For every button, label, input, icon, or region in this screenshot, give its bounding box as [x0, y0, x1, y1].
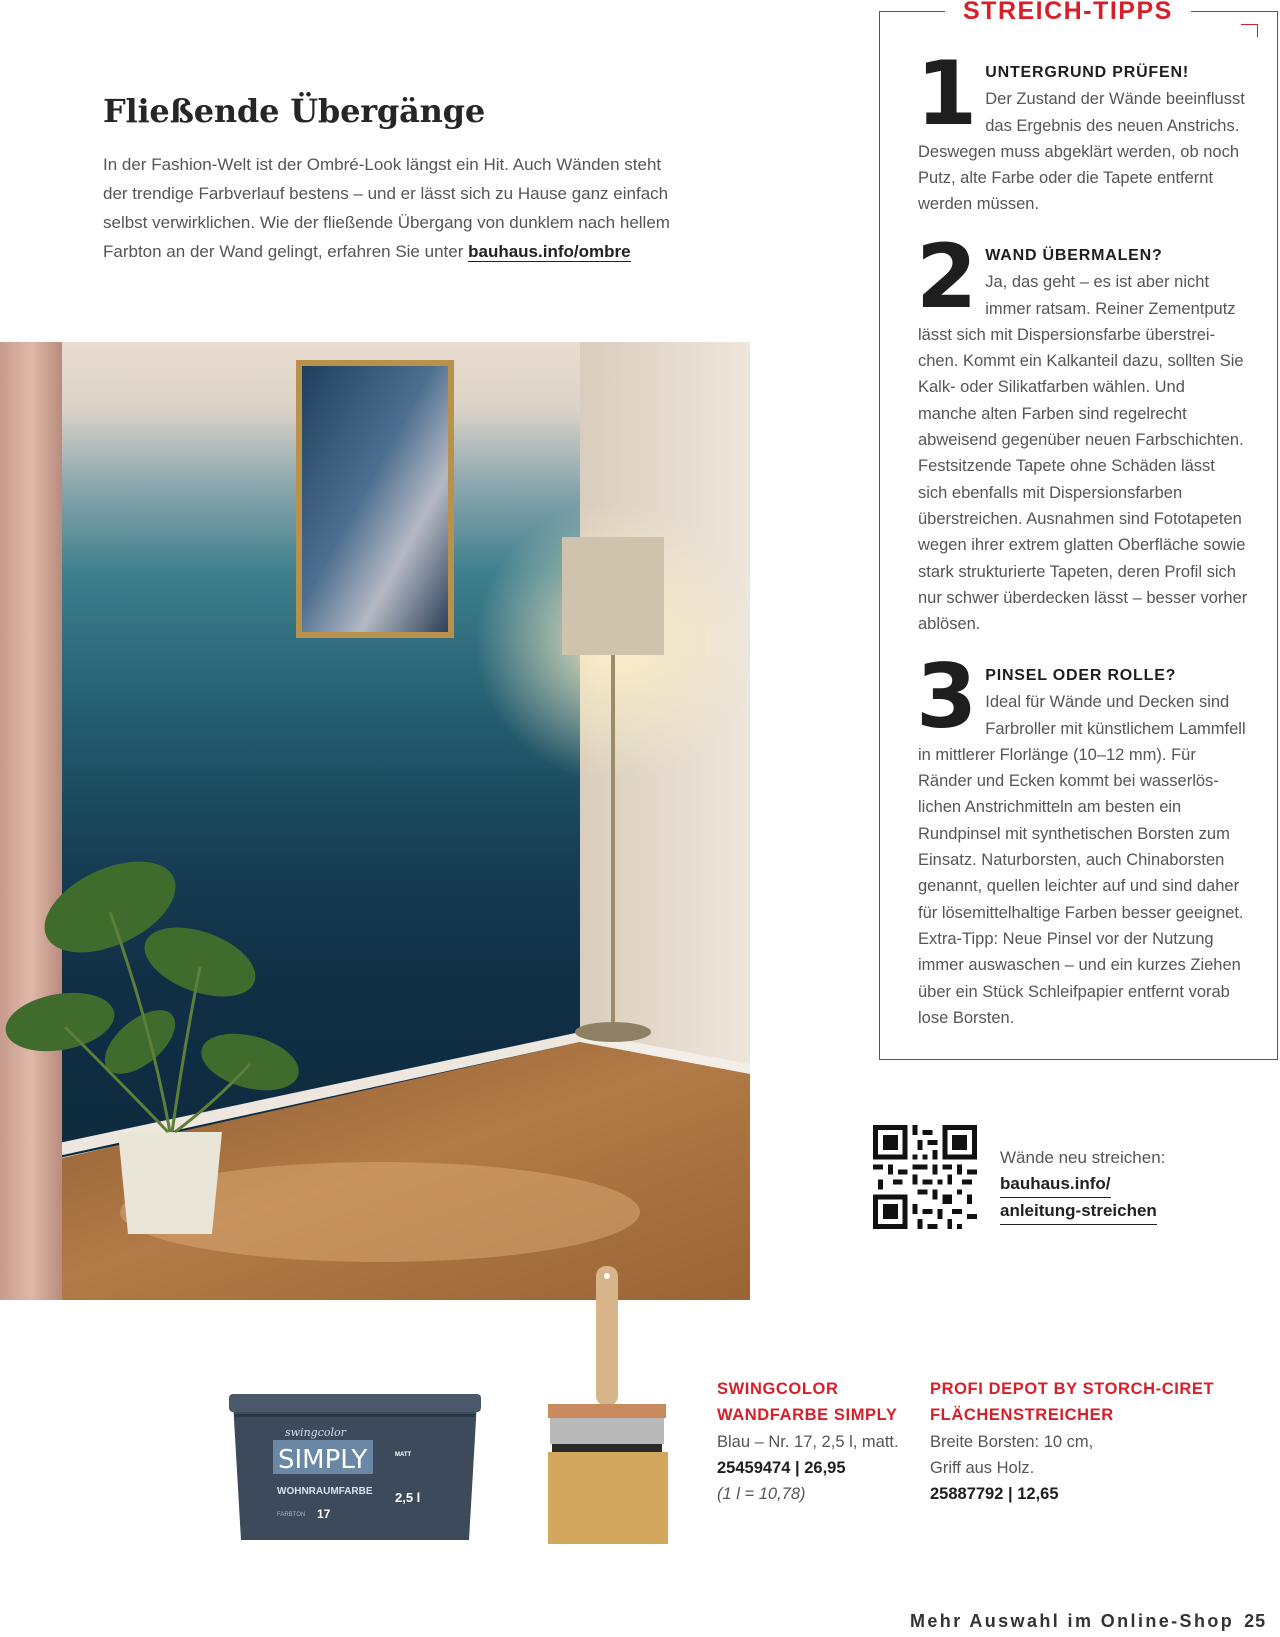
tip-heading: PINSEL ODER ROLLE? — [985, 667, 1177, 684]
bucket-type: WOHNRAUMFARBE — [277, 1486, 373, 1497]
page-number: 25 — [1244, 1611, 1267, 1631]
article-title: Fließende Übergänge — [103, 92, 486, 130]
product-desc: Breite Borsten: 10 cm, — [930, 1432, 1094, 1451]
bucket-shade-label: FARBTON — [277, 1512, 306, 1518]
tip-heading: UNTERGRUND PRÜFEN! — [985, 64, 1189, 81]
product-article: 25459474 — [717, 1458, 791, 1477]
tip-heading: WAND ÜBERMALEN? — [985, 247, 1163, 264]
qr-link-line1[interactable]: bauhaus.info/ — [1000, 1171, 1111, 1198]
product-name-line1: PROFI DEPOT BY STORCH-CIRET — [930, 1380, 1215, 1398]
bucket-brand: swingcolor — [285, 1426, 346, 1439]
article-intro-text: In der Fashion-Welt ist der Ombré-Look längst ein Hit. Auch Wänden steht der trendige Farbverlauf bestens – und er lässt sich zu Hause ganz einfach selbst verwirklichen. Wie der fließende Übergang von dunklem nach hellem Farbton an der Wand gelingt, erfahren Sie unter — [103, 155, 670, 261]
qr-link-line2[interactable]: anleitung-streichen — [1000, 1198, 1157, 1225]
product-name-line2: FLÄCHENSTREICHER — [930, 1406, 1114, 1425]
product-unit-price: (1 l = 10,78) — [717, 1485, 806, 1504]
product-name-line1: SWINGCOLOR — [717, 1380, 839, 1398]
tip-2 — [916, 225, 1248, 637]
brush-image — [540, 1262, 675, 1552]
footer — [910, 1611, 1266, 1632]
tip-number: 2 — [916, 225, 978, 328]
tip-text: Ideal für Wände und Decken sind Farbroller mit künstlichem Lammfell in mittlerer Florlänge (10–12 mm). Für Ränder und Ecken kommt bei wasserlöslichen Anstrichmitteln am besten ein Rundpinsel mit synthetischen Borsten zum Einsatz. Naturborsten, auch Chinaborsten genannt, quellen leichter auf und sind daher für lösemittelhaltige Farben besser geeignet. Extra-Tipp: Neue Pinsel vor der Nutzung immer auswaschen – und ein kurzes Ziehen über ein Stück Schleifpapier entfernt vorab lose Borsten. — [918, 693, 1246, 1027]
qr-caption — [1000, 1145, 1165, 1225]
product-desc: Blau – Nr. 17, 2,5 l, matt. — [717, 1432, 899, 1451]
product-brush: PROFI DEPOT BY STORCH-CIRET FLÄCHENSTREICHER Breite Borsten: 10 cm, Griff aus Holz. 25887792 | 12,65 — [930, 1376, 1214, 1507]
tip-text: Ja, das geht – es ist aber nicht immer ratsam. Reiner Zementputz lässt sich mit Dispersionsfarbe überstreichen. Kommt ein Kalkanteil dazu, sollten Sie Kalk- oder Silikatfarben wählen. Und manche alten Farben sind regelrecht abweisend gegenüber neuen Farbschichten. Festsitzende Tapete ohne Schäden lässt sich ebenfalls mit Dispersionsfarben überstreichen. Ausnahmen sind Fototapeten wegen ihrer extrem glatten Oberfläche sowie stark strukturierte Tapeten, deren Profil sich nur schwer überdecken lässt – besser vorher ablösen. — [918, 273, 1248, 634]
room-photo — [0, 342, 750, 1300]
product-price: 12,65 — [1017, 1485, 1059, 1504]
tip-text: Der Zustand der Wände beeinflusst das Ergebnis des neuen Anstrichs. Deswegen muss abgeklärt werden, ob noch Putz, alte Farbe oder die Tapete entfernt werden müssen. — [918, 90, 1245, 214]
bucket-volume: 2,5 l — [395, 1490, 421, 1505]
product-name-line2: WANDFARBE SIMPLY — [717, 1406, 898, 1425]
tip-3 — [916, 645, 1248, 1031]
qr-code[interactable] — [873, 1125, 977, 1229]
product-paint: SWINGCOLOR WANDFARBE SIMPLY Blau – Nr. 17, 2,5 l, matt. 25459474 | 26,95 (1 l = 10,78) — [717, 1376, 899, 1507]
ombre-link[interactable]: bauhaus.info/ombre — [468, 242, 631, 261]
corner-mark-icon — [1241, 24, 1258, 37]
tip-1 — [916, 42, 1248, 218]
product-price: 26,95 — [804, 1458, 846, 1477]
article-intro — [103, 150, 683, 266]
product-desc-2: Griff aus Holz. — [930, 1458, 1035, 1477]
tips-title: STREICH-TIPPS — [945, 0, 1191, 26]
paint-bucket-image — [225, 1388, 485, 1548]
product-article: 25887792 — [930, 1485, 1004, 1504]
tip-number: 1 — [916, 42, 978, 145]
footer-text[interactable]: Mehr Auswahl im Online-Shop — [910, 1611, 1235, 1631]
tip-number: 3 — [916, 645, 978, 748]
bucket-finish: MATT — [395, 1452, 412, 1458]
bucket-product: SIMPLY — [278, 1445, 368, 1475]
bucket-shade: 17 — [317, 1507, 331, 1521]
qr-label: Wände neu streichen: — [1000, 1148, 1166, 1167]
